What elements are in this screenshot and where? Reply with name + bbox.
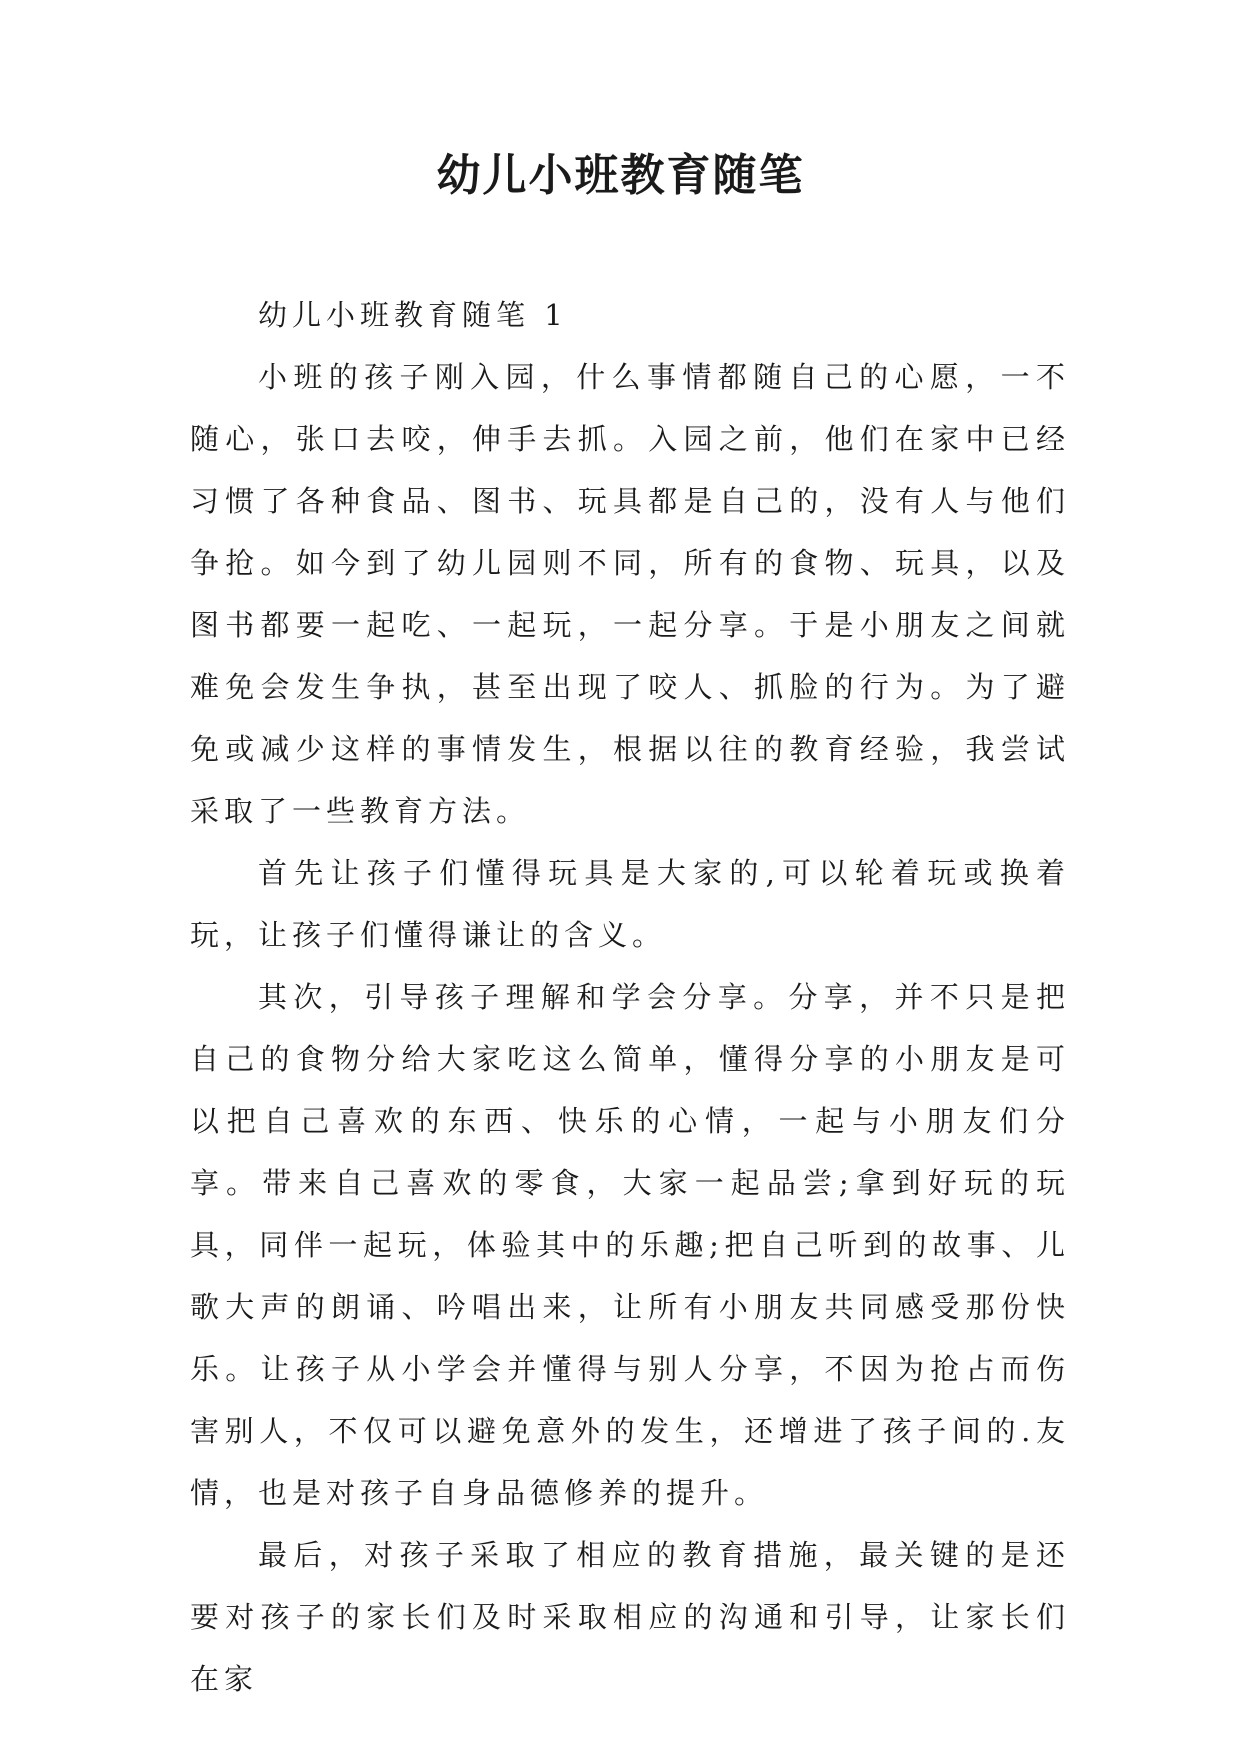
document-body <box>190 284 1070 1710</box>
section-heading: 幼儿小班教育随笔 1 <box>258 298 568 332</box>
paragraph-second: 其次，引导孩子理解和学会分享。分享，并不只是把自己的食物分给大家吃这么简单，懂得分享的小朋友是可以把自己喜欢的东西、快乐的心情，一起与小朋友们分享。带来自己喜欢的零食，大家一起品尝;拿到好玩的玩具，同伴一起玩，体验其中的乐趣;把自己听到的故事、儿歌大声的朗诵、吟唱出来，让所有小朋友共同感受那份快乐。让孩子从小学会并懂得与别人分享，不因为抢占而伤害别人，不仅可以避免意外的发生，还增进了孩子间的.友情，也是对孩子自身品德修养的提升。 <box>190 980 1070 1510</box>
document-title: 幼儿小班教育随笔 <box>436 150 805 201</box>
paragraph-last: 最后，对孩子采取了相应的教育措施，最关键的是还要对孩子的家长们及时采取相应的沟通和引导，让家长们在家 <box>190 1538 1070 1696</box>
paragraph-intro: 小班的孩子刚入园，什么事情都随自己的心愿，一不随心，张口去咬，伸手去抓。入园之前，他们在家中已经习惯了各种食品、图书、玩具都是自己的，没有人与他们争抢。如今到了幼儿园则不同，所有的食物、玩具，以及图书都要一起吃、一起玩，一起分享。于是小朋友之间就难免会发生争执，甚至出现了咬人、抓脸的行为。为了避免或减少这样的事情发生，根据以往的教育经验，我尝试采取了一些教育方法。 <box>190 360 1070 828</box>
paragraph-first: 首先让孩子们懂得玩具是大家的,可以轮着玩或换着玩，让孩子们懂得谦让的含义。 <box>190 856 1070 952</box>
